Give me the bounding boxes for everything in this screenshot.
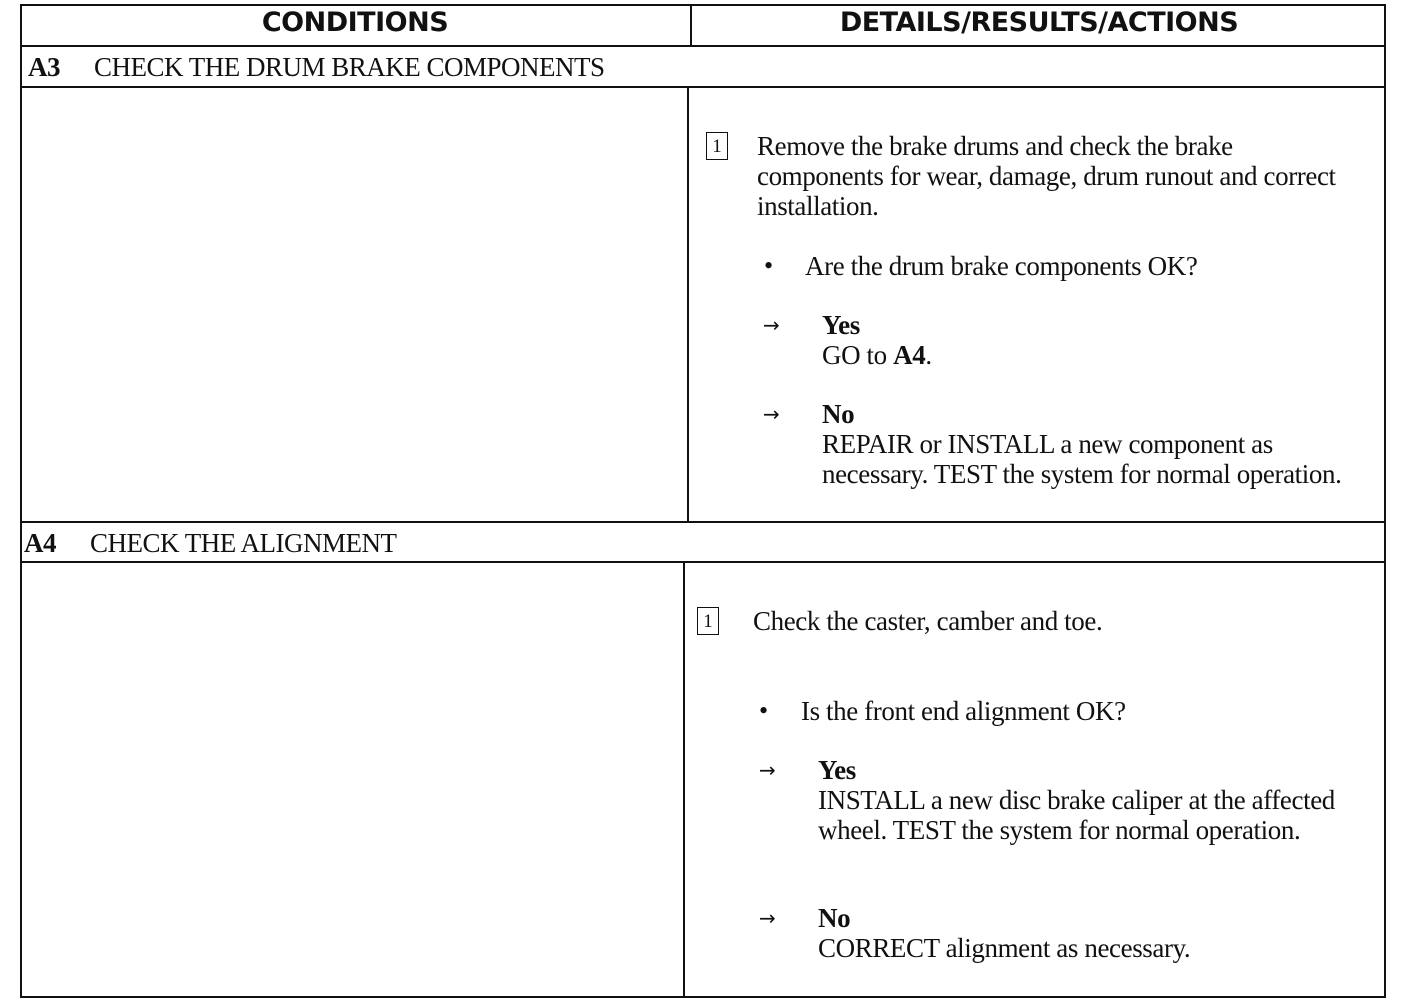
a4-no-block [818, 903, 1363, 963]
a4-yes-arrow-icon: → [759, 758, 776, 782]
a4-yes-label: Yes [818, 755, 856, 785]
a4-column-divider [683, 561, 685, 998]
a3-yes-block [822, 310, 1362, 370]
a4-question: Is the front end alignment OK? [801, 696, 1126, 726]
a4-step-text: Check the caster, camber and toe. [753, 606, 1103, 636]
conditions-header: CONDITIONS [261, 7, 449, 38]
a3-no-block [822, 399, 1367, 489]
section-title: CHECK THE ALIGNMENT [90, 528, 397, 558]
a3-yes-action-ref: A4 [893, 340, 926, 370]
a4-title-rule [20, 561, 1386, 563]
a4-bullet: • [759, 696, 769, 725]
a3-column-divider [687, 86, 689, 521]
header-rule [20, 45, 1386, 47]
a4-top-rule [20, 521, 1386, 523]
a3-question: Are the drum brake components OK? [805, 251, 1198, 281]
a4-yes-block [818, 755, 1363, 845]
section-title: CHECK THE DRUM BRAKE COMPONENTS [94, 52, 605, 82]
a4-no-action: CORRECT alignment as necessary. [818, 933, 1191, 963]
a3-yes-label: Yes [822, 310, 860, 340]
a4-step-number-box: 1 [697, 607, 719, 635]
a4-yes-action: INSTALL a new disc brake caliper at the affected wheel. TEST the system for normal operation. [818, 785, 1335, 845]
section-code: A4 [24, 528, 56, 558]
section-a3-title [28, 52, 605, 83]
details-header: DETAILS/RESULTS/ACTIONS [839, 7, 1239, 38]
section-a4-title [24, 528, 396, 559]
a3-step-text: Remove the brake drums and check the brake components for wear, damage, drum runout and correct installation. [757, 131, 1336, 221]
a3-yes-arrow-icon: → [763, 313, 780, 337]
a3-title-rule [20, 86, 1386, 88]
a3-yes-action-suffix: . [925, 340, 932, 370]
section-code: A3 [28, 52, 60, 82]
a3-step-number-box: 1 [706, 132, 728, 160]
a3-bullet: • [764, 251, 774, 280]
a3-no-action: REPAIR or INSTALL a new component as necessary. TEST the system for normal operation. [822, 429, 1342, 489]
a3-no-label: No [822, 399, 855, 429]
a3-yes-action-prefix: GO to [822, 340, 894, 370]
a4-no-arrow-icon: → [759, 906, 776, 930]
a3-no-arrow-icon: → [763, 402, 780, 426]
a4-no-label: No [818, 903, 851, 933]
